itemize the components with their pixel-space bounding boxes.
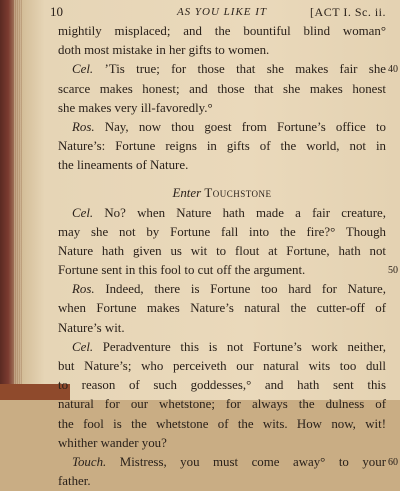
speaker-name: Touch.: [72, 454, 107, 469]
text-line: Nature’s: Fortune reigns in gifts of the world, not in: [58, 139, 386, 154]
speaker-name: Cel.: [72, 205, 94, 220]
text-line: she makes very ill-favoredly.°: [58, 100, 213, 115]
running-header: [50, 2, 386, 22]
speaker-name: Ros.: [72, 119, 95, 134]
speech-line: [58, 338, 386, 357]
speaker-name: Cel.: [72, 62, 94, 77]
speech-line: [58, 453, 398, 472]
speaker-name: Cel.: [72, 339, 94, 354]
text-line: when Fortune makes Nature’s natural the cutter-off of: [58, 301, 386, 316]
line-text: Fortune sent in this fool to cut off the argument.: [58, 263, 306, 278]
line-number: 60: [388, 456, 398, 468]
page-number: 10: [50, 4, 63, 19]
text-line: natural for our whetstone; for always the dulness of: [58, 397, 386, 412]
text-line: doth most mistake in her gifts to women.: [58, 43, 270, 58]
running-title: AS YOU LIKE IT: [176, 6, 268, 18]
speaker-name: Ros.: [72, 282, 95, 297]
text-line: Nature hath given us wit to flout at Fortune, hath not: [58, 243, 386, 258]
page-text-block: [50, 0, 398, 491]
line-text: Nay, now thou goest from Fortune’s office to: [104, 119, 386, 134]
text-line: may she not by Fortune fall into the fire?° Though: [58, 224, 386, 239]
line-text: No? when Nature hath made a fair creature,: [104, 205, 386, 220]
text-line: but Nature’s; who perceiveth our natural wits too dull: [58, 359, 386, 373]
line-number: 50: [388, 265, 398, 277]
text-line: mightily misplaced; and the bountiful blind woman°: [58, 24, 386, 38]
text-line: father.: [58, 474, 91, 489]
speech-line: [58, 60, 398, 79]
stage-direction: [58, 176, 386, 204]
text-line: scarce makes honest; and those that she makes honest: [58, 81, 386, 96]
stage-direction-character: Touchstone: [204, 185, 272, 200]
text-line: whither wander you?: [58, 435, 167, 450]
line-text: ’Tis true; for those that she makes fair she: [104, 62, 386, 77]
text-line: to reason of such goddesses,° and hath sent this: [58, 378, 386, 393]
line-text: Peradventure this is not Fortune’s work neither,: [102, 339, 386, 354]
text-line: [58, 261, 398, 280]
line-number: 40: [388, 64, 398, 76]
line-text: Mistress, you must come away° to your: [119, 454, 386, 469]
speech-line: [58, 204, 386, 223]
speech-line: [58, 118, 386, 137]
line-text: Indeed, there is Fortune too hard for Nature,: [105, 282, 386, 297]
act-scene-label: [ACT I. Sc. ii.: [310, 5, 386, 19]
speech-line: [58, 280, 386, 299]
text-line: the fool is the whetstone of the wits. How now, wit!: [58, 416, 386, 431]
text-line: Nature’s wit.: [58, 320, 125, 335]
text-line: the lineaments of Nature.: [58, 158, 189, 173]
stage-direction-enter: Enter: [172, 185, 202, 200]
